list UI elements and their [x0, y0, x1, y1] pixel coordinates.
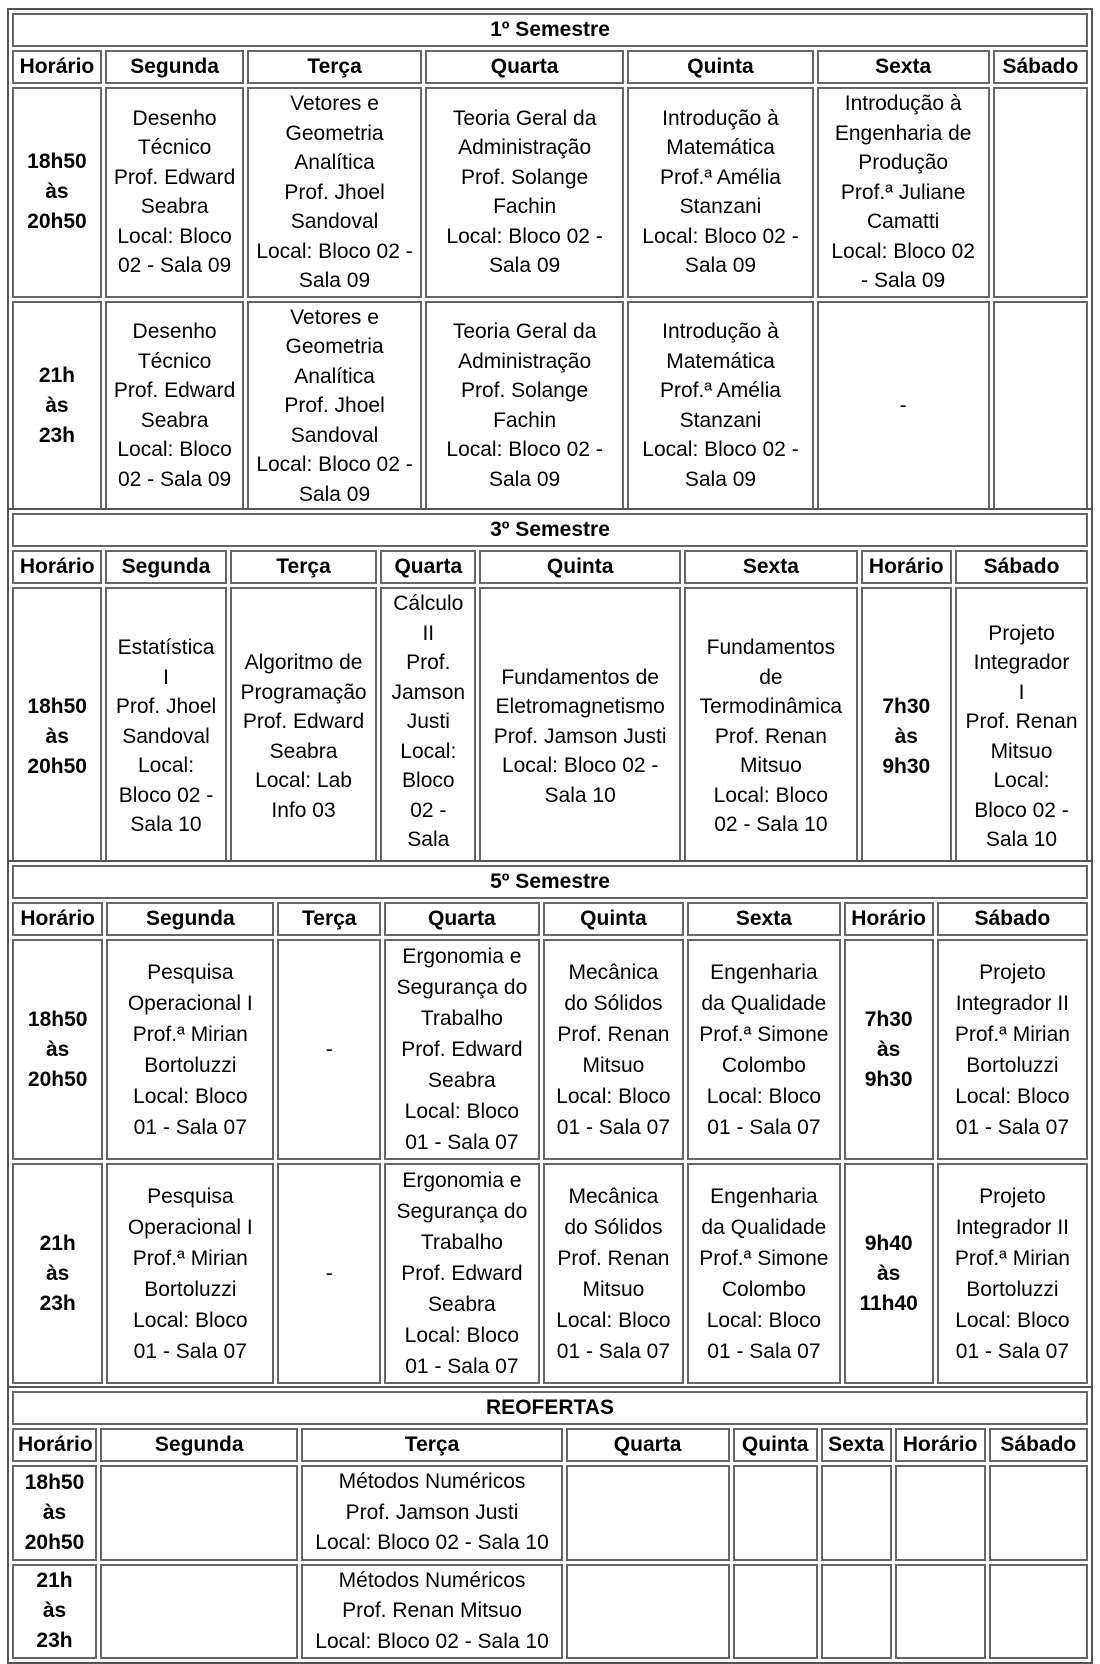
- cell-line: Prof. Jhoel: [284, 180, 385, 204]
- cell-line: às: [42, 1500, 67, 1524]
- semester-1-table: [7, 8, 1093, 516]
- cell-line: Métodos Numéricos: [338, 1568, 526, 1592]
- cell-line: Seabra: [428, 1069, 496, 1092]
- class-cell: [937, 1163, 1088, 1384]
- cell-line: Métodos Numéricos: [338, 1470, 526, 1493]
- class-cell: [543, 939, 685, 1160]
- table-row: [12, 301, 1088, 512]
- reofertas-title: REOFERTAS: [12, 1391, 1088, 1425]
- class-cell: [384, 939, 539, 1160]
- class-cell: [543, 1163, 685, 1384]
- header-segunda: Segunda: [106, 902, 274, 936]
- cell-line: Fachin: [493, 408, 557, 432]
- empty-cell: [895, 1465, 986, 1561]
- cell-line: Mitsuo: [739, 754, 802, 778]
- cell-line: 01 - Sala 07: [707, 1339, 821, 1363]
- cell-line: 02 - Sala 09: [117, 467, 232, 491]
- class-cell: [380, 587, 476, 886]
- cell-line: Integrador: [973, 651, 1070, 674]
- cell-line: Local: Bloco: [706, 1084, 822, 1108]
- cell-line: Local:: [400, 739, 457, 763]
- cell-line: 01 - Sala 07: [955, 1115, 1070, 1139]
- table-row: [12, 587, 1088, 886]
- cell-line: Local:: [993, 769, 1050, 792]
- cell-line: Sala 10: [544, 783, 616, 807]
- cell-line: Local:: [137, 754, 195, 778]
- cell-line: Justi: [406, 710, 450, 733]
- cell-line: Local: Bloco: [955, 1084, 1070, 1108]
- cell-line: 02 - Sala 10: [714, 813, 828, 837]
- cell-line: 7h30: [882, 694, 931, 718]
- cell-line: às: [876, 1261, 901, 1285]
- header-quinta: Quinta: [543, 902, 685, 936]
- cell-line: 20h50: [27, 1067, 88, 1091]
- cell-line: Ergonomia e: [402, 1169, 522, 1192]
- cell-line: Sala 10: [985, 828, 1058, 851]
- class-cell: [106, 939, 274, 1160]
- cell-line: Desenho: [132, 320, 217, 344]
- cell-line: 01 - Sala 07: [707, 1115, 821, 1139]
- cell-line: Prof. Jhoel: [115, 695, 217, 719]
- cell-line: da Qualidade: [701, 991, 827, 1015]
- reofertas-table: [7, 1386, 1093, 1664]
- class-cell: [277, 939, 381, 1160]
- cell-line: Sala 09: [684, 467, 757, 491]
- cell-line: Segurança do: [396, 976, 528, 999]
- cell-line: Stanzani: [679, 195, 762, 219]
- header-segunda: Segunda: [105, 50, 245, 84]
- cell-line: Cálculo: [393, 592, 464, 615]
- semester-1-title: 1º Semestre: [12, 13, 1088, 47]
- cell-line: Matemática: [666, 136, 775, 160]
- cell-line: I: [163, 665, 169, 689]
- class-cell: [817, 301, 990, 512]
- cell-line: II: [422, 621, 435, 645]
- header-horario-sabado: Horário: [895, 1428, 986, 1462]
- cell-line: Administração: [458, 136, 592, 160]
- cell-line: Sandoval: [290, 210, 379, 233]
- time-cell: [12, 1163, 103, 1384]
- cell-line: Bloco 02 -: [118, 783, 214, 807]
- cell-line: -: [899, 394, 907, 417]
- cell-line: Sala 09: [488, 467, 561, 491]
- cell-line: Vetores e: [290, 305, 379, 329]
- time-cell: [12, 587, 102, 886]
- cell-line: Prof.ª Simone: [699, 1246, 829, 1270]
- header-horario-sabado: Horário: [844, 902, 934, 936]
- cell-line: às: [45, 393, 69, 417]
- header-horario: Horário: [12, 50, 102, 84]
- cell-line: 18h50: [27, 150, 87, 174]
- cell-line: Programação: [240, 680, 367, 704]
- cell-line: Projeto: [979, 1184, 1046, 1208]
- cell-line: Local: Bloco 02 - Sala 10: [315, 1629, 549, 1653]
- cell-line: Algoritmo de: [244, 651, 363, 674]
- cell-line: Mitsuo: [582, 1053, 645, 1077]
- cell-line: Prof.ª Amélia: [659, 165, 781, 189]
- cell-line: 21h: [38, 363, 75, 387]
- cell-line: 9h40: [864, 1231, 913, 1255]
- cell-line: Técnico: [137, 349, 212, 373]
- time-cell: [12, 1564, 97, 1660]
- cell-line: Engenharia: [710, 1184, 818, 1208]
- header-quarta: Quarta: [425, 50, 625, 84]
- table-row: [12, 87, 1088, 298]
- cell-line: 21h: [36, 1569, 73, 1593]
- cell-line: Termodinâmica: [699, 695, 843, 719]
- cell-line: Bortoluzzi: [144, 1053, 237, 1077]
- cell-line: Segurança do: [396, 1200, 528, 1223]
- empty-cell: [100, 1564, 298, 1660]
- cell-line: Sala 09: [298, 269, 371, 292]
- empty-cell: [566, 1564, 730, 1660]
- cell-line: Prof.ª Amélia: [659, 379, 781, 403]
- empty-cell: [821, 1465, 892, 1561]
- cell-line: Local: Bloco: [556, 1308, 671, 1332]
- header-quinta: Quinta: [627, 50, 813, 84]
- cell-line: Prof. Renan: [965, 710, 1078, 733]
- cell-line: Prof. Edward: [401, 1262, 523, 1285]
- cell-line: Colombo: [721, 1053, 806, 1077]
- cell-line: às: [894, 724, 918, 748]
- header-quinta: Quinta: [479, 550, 681, 584]
- cell-line: Local: Bloco 02 - Sala 10: [315, 1531, 549, 1554]
- cell-line: Seabra: [428, 1293, 496, 1316]
- cell-line: Desenho: [132, 106, 217, 130]
- cell-line: Bloco: [402, 769, 455, 792]
- class-cell: [955, 587, 1088, 886]
- cell-line: às: [876, 1037, 901, 1061]
- cell-line: Mitsuo: [582, 1277, 645, 1301]
- cell-line: Local: Bloco: [133, 1084, 248, 1108]
- empty-cell: [821, 1564, 892, 1660]
- cell-line: às: [45, 724, 69, 748]
- cell-line: Operacional I: [127, 1215, 253, 1239]
- time-cell: [12, 87, 102, 298]
- cell-line: Prof. Edward: [242, 710, 365, 733]
- cell-line: Engenharia de: [834, 121, 972, 145]
- cell-line: 23h: [38, 423, 75, 447]
- cell-line: Local: Bloco 02 -: [642, 438, 799, 462]
- cell-line: Prof. Jamson Justi: [345, 1500, 519, 1524]
- cell-line: Geometria: [285, 335, 384, 358]
- class-cell: [230, 587, 378, 886]
- header-quarta: Quarta: [566, 1428, 730, 1462]
- cell-line: Local: Lab: [255, 769, 352, 792]
- saturday-time-cell: [861, 587, 952, 886]
- table-row: [12, 1564, 1088, 1660]
- cell-line: Sandoval: [122, 724, 210, 748]
- cell-line: Matemática: [666, 349, 775, 373]
- cell-line: Local: Bloco: [117, 438, 232, 462]
- header-sexta: Sexta: [821, 1428, 892, 1462]
- cell-line: às: [45, 180, 69, 204]
- cell-line: Prof. Renan: [557, 1022, 670, 1046]
- saturday-time-cell: [844, 939, 934, 1160]
- cell-line: Analítica: [294, 151, 375, 174]
- header-horario: Horário: [12, 550, 102, 584]
- cell-line: Prof.ª Mirian: [954, 1022, 1070, 1046]
- cell-line: Ergonomia e: [402, 945, 522, 968]
- cell-line: Seabra: [140, 195, 209, 219]
- header-quarta: Quarta: [380, 550, 476, 584]
- header-terca: Terça: [301, 1428, 562, 1462]
- cell-line: Introdução à: [844, 92, 962, 115]
- cell-line: Prof. Edward: [113, 379, 236, 403]
- class-cell: [105, 587, 226, 886]
- cell-line: 01 - Sala 07: [133, 1339, 247, 1363]
- cell-line: Introdução à: [662, 320, 779, 344]
- cell-line: 01 - Sala 07: [955, 1339, 1070, 1363]
- cell-line: da Qualidade: [701, 1215, 827, 1239]
- cell-line: Local: Bloco 02 -: [642, 224, 799, 248]
- header-horario-sabado: Horário: [861, 550, 952, 584]
- class-cell: [627, 87, 813, 298]
- cell-line: Vetores e: [290, 92, 379, 115]
- cell-line: Local: Bloco 02 -: [446, 224, 603, 248]
- cell-line: -: [325, 1262, 333, 1285]
- class-cell: [301, 1564, 562, 1660]
- cell-line: Técnico: [137, 136, 212, 160]
- cell-line: Prof.ª Mirian: [132, 1022, 248, 1046]
- cell-line: 21h: [39, 1231, 76, 1255]
- cell-line: Integrador II: [955, 1215, 1069, 1239]
- cell-line: Local: Bloco: [133, 1308, 248, 1332]
- cell-line: Mecânica: [568, 1184, 659, 1208]
- semester-3-title: 3º Semestre: [12, 513, 1088, 547]
- empty-cell: [993, 301, 1088, 512]
- cell-line: Prof. Renan: [714, 724, 827, 748]
- cell-line: Local: Bloco: [955, 1308, 1070, 1332]
- cell-line: às: [42, 1599, 67, 1623]
- cell-line: Operacional I: [127, 991, 253, 1015]
- cell-line: 9h30: [882, 754, 931, 778]
- cell-line: Prof.ª Mirian: [132, 1246, 248, 1270]
- cell-line: 02 - Sala 09: [117, 254, 232, 278]
- saturday-time-cell: [844, 1163, 934, 1384]
- empty-cell: [993, 87, 1088, 298]
- cell-line: Local: Bloco 02 -: [256, 453, 413, 476]
- cell-line: Geometria: [285, 121, 384, 145]
- cell-line: Bloco 02 -: [974, 798, 1069, 822]
- cell-line: 18h50: [27, 694, 87, 718]
- cell-line: 01 - Sala 07: [556, 1339, 671, 1363]
- cell-line: Bortoluzzi: [144, 1277, 237, 1301]
- header-sexta: Sexta: [817, 50, 990, 84]
- class-cell: [301, 1465, 562, 1561]
- semester-3-table: [7, 508, 1093, 891]
- cell-line: Engenharia: [710, 960, 818, 984]
- table-row: [12, 939, 1088, 1160]
- cell-line: Eletromagnetismo: [495, 695, 665, 719]
- semester-5-table: [7, 860, 1093, 1389]
- cell-line: Trabalho: [420, 1231, 503, 1254]
- cell-line: Camatti: [866, 210, 940, 233]
- header-sabado: Sábado: [937, 902, 1088, 936]
- header-horario: Horário: [12, 1428, 97, 1462]
- cell-line: Pesquisa: [147, 1184, 234, 1208]
- header-terca: Terça: [230, 550, 378, 584]
- class-cell: [687, 1163, 840, 1384]
- cell-line: Teoria Geral da: [452, 106, 597, 130]
- cell-line: Fachin: [493, 195, 557, 219]
- header-sabado: Sábado: [989, 1428, 1088, 1462]
- empty-cell: [895, 1564, 986, 1660]
- header-terca: Terça: [277, 902, 381, 936]
- time-cell: [12, 939, 103, 1160]
- cell-line: Info 03: [271, 798, 336, 822]
- cell-line: Bortoluzzi: [966, 1277, 1059, 1301]
- class-cell: [106, 1163, 274, 1384]
- cell-line: Sala 10: [130, 813, 202, 837]
- cell-line: Sala 09: [488, 254, 561, 278]
- cell-line: 7h30: [864, 1007, 913, 1031]
- class-cell: [105, 87, 245, 298]
- cell-line: Bortoluzzi: [966, 1053, 1059, 1077]
- class-cell: [627, 301, 813, 512]
- cell-line: às: [45, 1037, 70, 1061]
- class-cell: [425, 301, 625, 512]
- class-cell: [684, 587, 857, 886]
- cell-line: Local: Bloco 02 -: [446, 438, 603, 462]
- class-cell: [105, 301, 245, 512]
- cell-line: Introdução à: [662, 106, 779, 130]
- class-cell: [937, 939, 1088, 1160]
- cell-line: Prof. Renan: [557, 1246, 670, 1270]
- cell-line: 11h40: [859, 1291, 918, 1315]
- class-cell: [247, 87, 421, 298]
- empty-cell: [989, 1564, 1088, 1660]
- cell-line: Sala 09: [684, 254, 757, 278]
- cell-line: Local: Bloco: [713, 783, 829, 807]
- cell-line: Prof. Edward: [401, 1038, 523, 1061]
- cell-line: Local: Bloco: [706, 1308, 822, 1332]
- cell-line: Local: Bloco 02 -: [256, 239, 413, 263]
- empty-cell: [566, 1465, 730, 1561]
- cell-line: Sandoval: [290, 423, 379, 447]
- cell-line: Local: Bloco: [117, 224, 232, 248]
- header-quinta: Quinta: [733, 1428, 818, 1462]
- cell-line: Fundamentos: [706, 636, 836, 660]
- cell-line: 23h: [39, 1291, 76, 1315]
- cell-line: Prof.ª Juliane: [840, 180, 966, 204]
- cell-line: 01 - Sala 07: [405, 1131, 519, 1154]
- cell-line: 18h50: [27, 1007, 88, 1031]
- cell-line: do Sólidos: [564, 1215, 663, 1239]
- header-segunda: Segunda: [105, 550, 226, 584]
- cell-line: Local: Bloco: [404, 1100, 520, 1123]
- semester-5-title: 5º Semestre: [12, 865, 1088, 899]
- empty-cell: [733, 1564, 818, 1660]
- cell-line: 01 - Sala 07: [133, 1115, 247, 1139]
- table-row: [12, 1163, 1088, 1384]
- cell-line: Estatística: [117, 636, 215, 660]
- time-cell: [12, 1465, 97, 1561]
- cell-line: Produção: [858, 151, 949, 174]
- cell-line: Prof. Jamson Justi: [493, 724, 667, 748]
- header-sabado: Sábado: [955, 550, 1088, 584]
- cell-line: Local: Bloco: [556, 1084, 671, 1108]
- time-cell: [12, 301, 102, 512]
- header-segunda: Segunda: [100, 1428, 298, 1462]
- cell-line: 02 - Sala: [407, 798, 450, 851]
- cell-line: Prof.ª Simone: [699, 1022, 829, 1046]
- class-cell: [277, 1163, 381, 1384]
- table-row: [12, 1465, 1088, 1561]
- cell-line: 9h30: [864, 1067, 913, 1091]
- cell-line: Seabra: [140, 408, 209, 432]
- cell-line: 20h50: [27, 754, 87, 778]
- cell-line: Jamson: [391, 680, 466, 704]
- header-quarta: Quarta: [384, 902, 539, 936]
- cell-line: 01 - Sala 07: [405, 1355, 519, 1378]
- class-cell: [479, 587, 681, 886]
- empty-cell: [989, 1465, 1088, 1561]
- header-terca: Terça: [247, 50, 421, 84]
- cell-line: I: [1018, 680, 1025, 704]
- empty-cell: [733, 1465, 818, 1561]
- cell-line: Prof. Renan Mitsuo: [342, 1599, 522, 1622]
- cell-line: Sala 09: [298, 482, 371, 506]
- cell-line: Prof. Solange: [460, 165, 589, 189]
- cell-line: 01 - Sala 07: [556, 1115, 671, 1139]
- cell-line: Local: Bloco: [404, 1324, 520, 1347]
- cell-line: do Sólidos: [564, 991, 663, 1015]
- cell-line: Prof. Jhoel: [284, 394, 385, 417]
- cell-line: Teoria Geral da: [452, 320, 597, 344]
- cell-line: -: [325, 1038, 333, 1061]
- class-cell: [247, 301, 421, 512]
- cell-line: 20h50: [24, 1530, 85, 1554]
- cell-line: de: [759, 665, 783, 689]
- cell-line: Integrador II: [955, 991, 1069, 1015]
- class-cell: [817, 87, 990, 298]
- cell-line: Seabra: [269, 739, 338, 763]
- cell-line: Prof.: [406, 651, 451, 674]
- cell-line: Mitsuo: [990, 739, 1053, 763]
- class-cell: [425, 87, 625, 298]
- header-sexta: Sexta: [687, 902, 840, 936]
- cell-line: Prof. Solange: [460, 379, 589, 403]
- cell-line: Fundamentos de: [501, 665, 659, 689]
- class-cell: [687, 939, 840, 1160]
- cell-line: Mecânica: [568, 960, 659, 984]
- cell-line: Prof.ª Mirian: [954, 1246, 1070, 1270]
- cell-line: Projeto: [988, 621, 1055, 645]
- cell-line: 18h50: [24, 1470, 85, 1494]
- cell-line: Colombo: [721, 1277, 806, 1301]
- cell-line: Prof. Edward: [113, 165, 236, 189]
- cell-line: Local: Bloco 02: [831, 239, 975, 263]
- empty-cell: [100, 1465, 298, 1561]
- cell-line: Administração: [458, 349, 592, 373]
- cell-line: Pesquisa: [147, 960, 234, 984]
- class-cell: [384, 1163, 539, 1384]
- cell-line: Projeto: [979, 960, 1046, 984]
- cell-line: Stanzani: [679, 408, 762, 432]
- cell-line: 20h50: [27, 210, 87, 234]
- header-horario: Horário: [12, 902, 103, 936]
- cell-line: - Sala 09: [861, 269, 946, 292]
- cell-line: Local: Bloco 02 -: [501, 754, 659, 778]
- cell-line: Trabalho: [420, 1007, 503, 1030]
- cell-line: Analítica: [294, 364, 375, 388]
- cell-line: às: [45, 1261, 70, 1285]
- header-sexta: Sexta: [684, 550, 857, 584]
- cell-line: 23h: [36, 1629, 73, 1653]
- header-sabado: Sábado: [993, 50, 1088, 84]
